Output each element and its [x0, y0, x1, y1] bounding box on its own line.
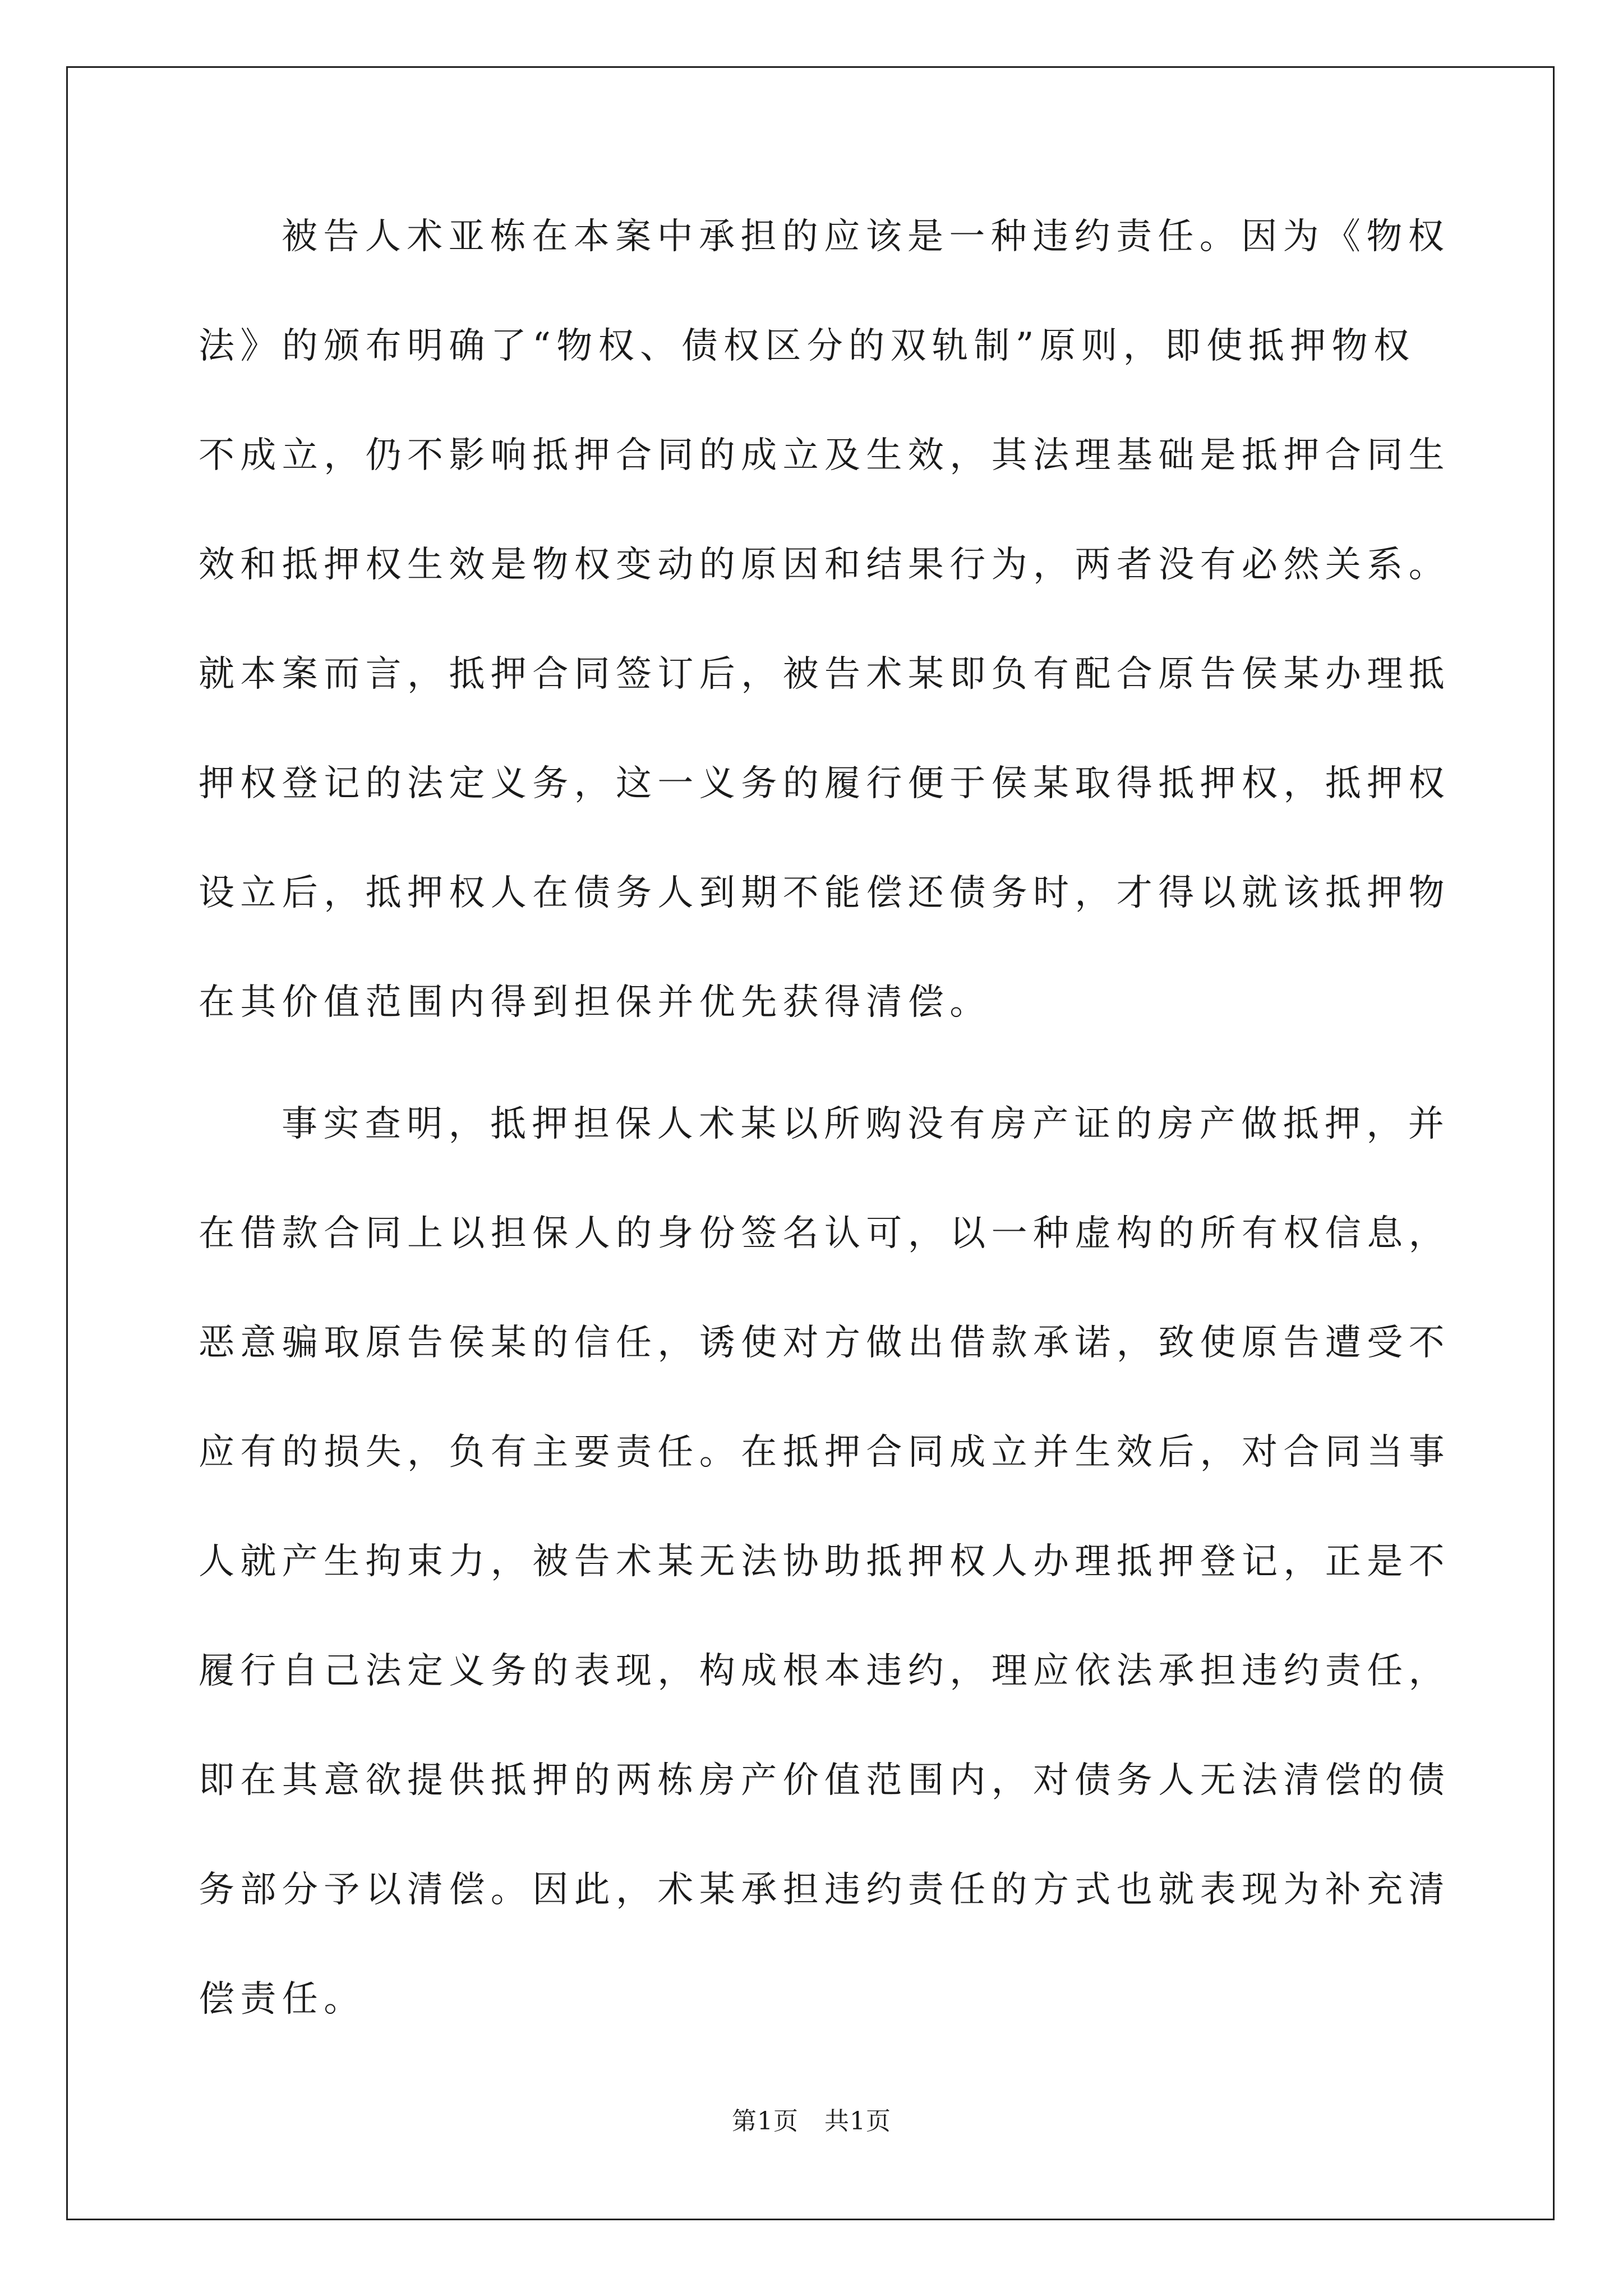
- paragraph-2: [199, 1103, 1450, 2091]
- text-line: 设立后，抵押权人在债务人到期不能偿还债务时，才得以就该抵押物: [199, 872, 1450, 914]
- text-line: 偿责任。: [199, 1978, 366, 2020]
- text-line: 被告人术亚栋在本案中承担的应该是一种违约责任。因为《物权: [282, 216, 1450, 257]
- document-body: [199, 216, 1450, 2091]
- paragraph-1: [199, 216, 1450, 1094]
- text-line: 押权登记的法定义务，这一义务的履行便于侯某取得抵押权，抵押权: [199, 763, 1450, 804]
- text-line: 事实查明，抵押担保人术某以所购没有房产证的房产做抵押，并: [282, 1103, 1450, 1145]
- text-line: 不成立，仍不影响抵押合同的成立及生效，其法理基础是抵押合同生: [199, 435, 1450, 476]
- page-footer: [0, 2109, 1623, 2134]
- page-total: 共1页: [824, 2107, 891, 2136]
- text-line: 在其价值范围内得到担保并优先获得清偿。: [199, 982, 992, 1023]
- text-line: 履行自己法定义务的表现，构成根本违约，理应依法承担违约责任，: [199, 1650, 1450, 1692]
- text-line: 即在其意欲提供抵押的两栋房产价值范围内，对债务人无法清偿的债: [199, 1760, 1450, 1801]
- text-line: 应有的损失，负有主要责任。在抵押合同成立并生效后，对合同当事: [199, 1432, 1450, 1473]
- text-line: 人就产生拘束力，被告术某无法协助抵押权人办理抵押登记，正是不: [199, 1541, 1450, 1582]
- text-line: 恶意骗取原告侯某的信任，诱使对方做出借款承诺，致使原告遭受不: [199, 1322, 1450, 1364]
- text-line: 就本案而言，抵押合同签订后，被告术某即负有配合原告侯某办理抵: [199, 654, 1450, 695]
- text-line: 效和抵押权生效是物权变动的原因和结果行为，两者没有必然关系。: [199, 544, 1450, 586]
- text-line: 法》的颁布明确了“物权、债权区分的双轨制”原则，即使抵押物权: [199, 325, 1415, 367]
- page-number: 第1页: [732, 2107, 799, 2136]
- text-line: 务部分予以清偿。因此，术某承担违约责任的方式也就表现为补充清: [199, 1869, 1450, 1911]
- text-line: 在借款合同上以担保人的身份签名认可，以一种虚构的所有权信息，: [199, 1213, 1450, 1254]
